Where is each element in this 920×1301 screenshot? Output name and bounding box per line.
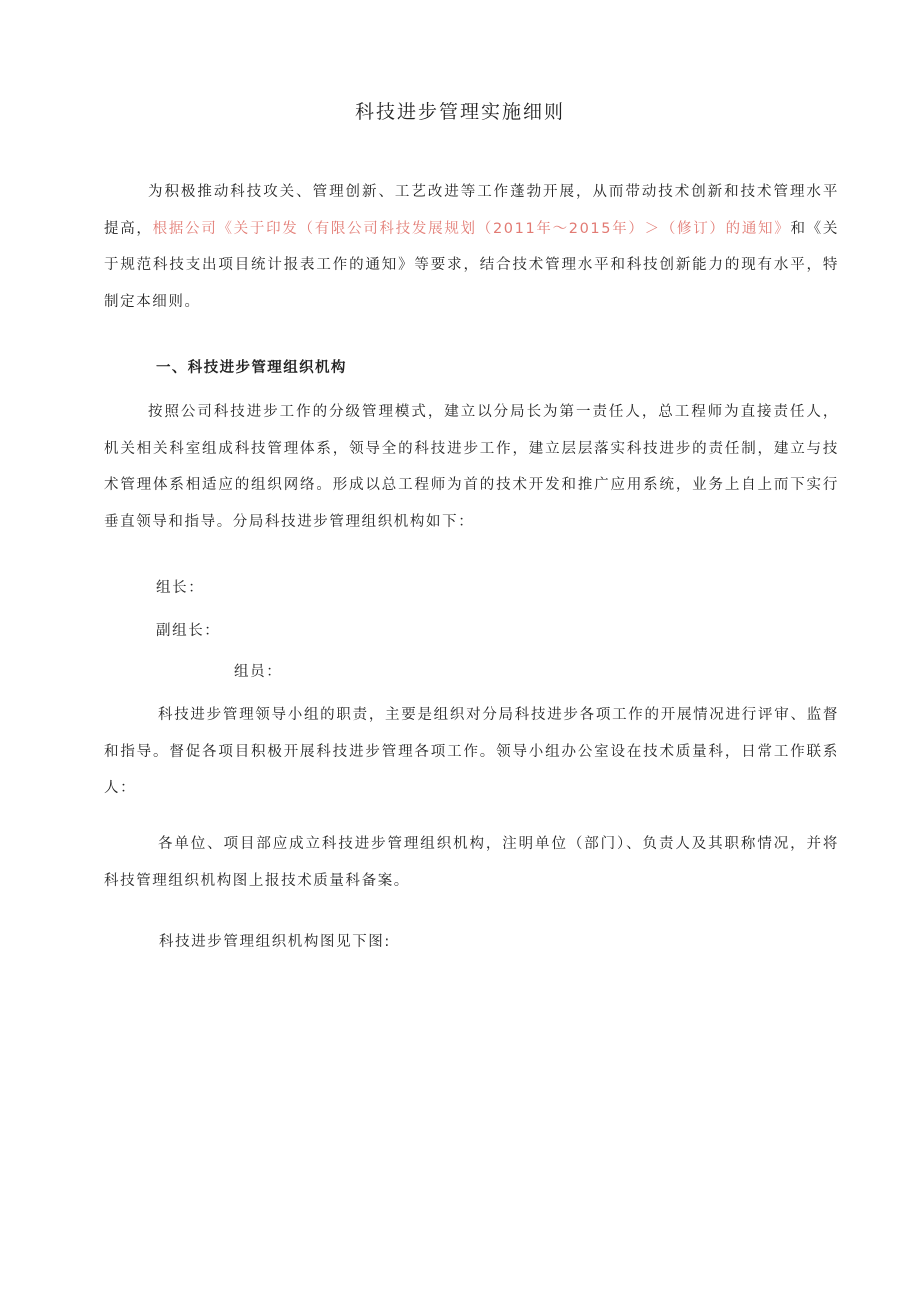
intro-text-part1: 为积极推动科技攻关、管理创新、工艺改进等工作蓬勃开展，从而带动技术创新和技术管理水平提高， — [104, 184, 839, 237]
chart-note: 科技进步管理组织机构图见下图: — [159, 934, 391, 950]
members-label: 组员： — [234, 664, 283, 680]
deputy-leader-label: 副组长： — [156, 623, 221, 639]
page-title: 科技进步管理实施细则 — [354, 101, 565, 123]
group-leader-label: 组长： — [156, 580, 205, 596]
units-paragraph: 各单位、项目部应成立科技进步管理组织机构，注明单位（部门）、负责人及其职称情况，并将科技管理组织机构图上报技术质量科备案。 — [104, 836, 839, 889]
intro-text-part3: 和《关于规范科技支出项目统计报表工作的通知》等要求，结合技术管理水平和科技创新能力的现有水平，特制定本细则。 — [104, 220, 839, 310]
intro-text-highlight: 根据公司《关于印发（有限公司科技发展规划（2011年～2015年）＞（修订）的通知》 — [152, 220, 791, 237]
duty-paragraph: 科技进步管理领导小组的职责，主要是组织对分局科技进步各项工作的开展情况进行评审、监督和指导。督促各项目积极开展科技进步管理各项工作。领导小组办公室设在技术质量科，日常工作联系人： — [104, 707, 839, 796]
organization-paragraph: 按照公司科技进步工作的分级管理模式，建立以分局长为第一责任人，总工程师为直接责任人，机关相关科室组成科技管理体系，领导全的科技进步工作，建立层层落实科技进步的责任制，建立与技术管理体系相适应的组织网络。形成以总工程师为首的技术开发和推广应用系统，业务上自上而下实行垂直领导和指导。分局科技进步管理组织机构如下： — [104, 404, 839, 530]
intro-paragraph — [104, 174, 839, 320]
section-heading-organization: 一、科技进步管理组织机构 — [156, 360, 347, 376]
